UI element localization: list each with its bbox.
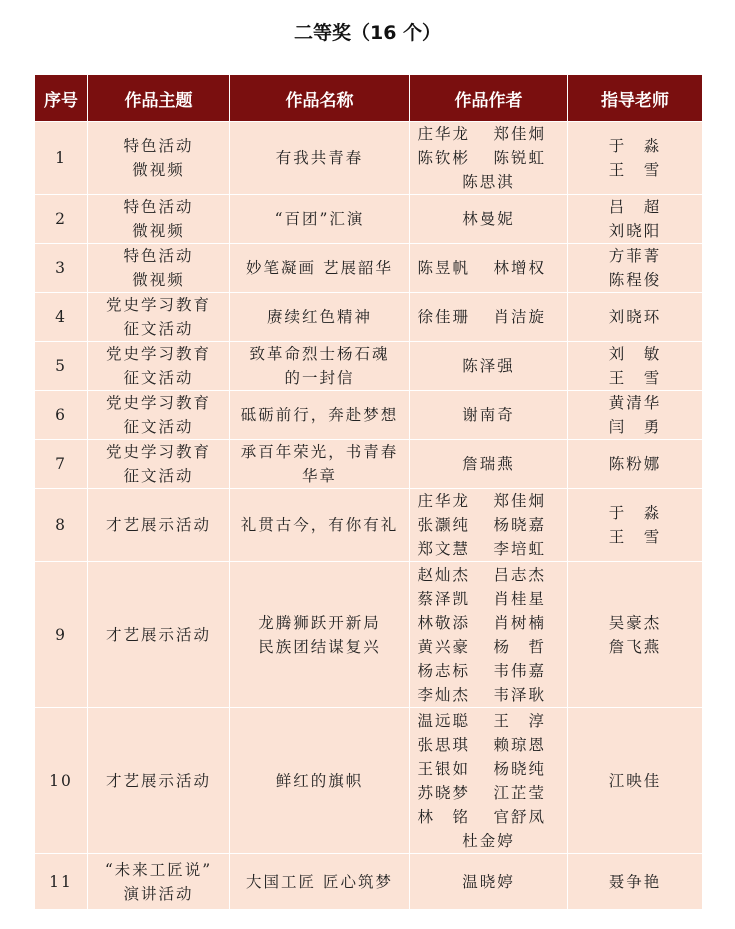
author-name: 赵灿杰 xyxy=(417,565,471,584)
author-name: 韦伟嘉 xyxy=(493,661,547,680)
teacher-line: 吕 超 xyxy=(608,198,662,216)
author-line: 谢南奇 xyxy=(462,406,515,424)
work-line: 鲜红的旗帜 xyxy=(275,771,364,790)
author-name: 江芷莹 xyxy=(493,783,547,802)
cell-authors xyxy=(410,391,568,440)
author-line xyxy=(412,805,565,829)
cell-teachers xyxy=(568,391,703,440)
author-name: 王银如 xyxy=(417,759,471,778)
teacher-line: 刘 敏 xyxy=(608,345,662,363)
author-line xyxy=(412,611,565,635)
award-table xyxy=(34,74,703,910)
author-line xyxy=(412,122,565,146)
theme-line: 党史学习教育 xyxy=(105,345,211,363)
table-row xyxy=(35,244,703,293)
author-name: 郑佳炯 xyxy=(493,125,547,143)
cell-authors xyxy=(410,562,568,708)
author-name: 温远聪 xyxy=(417,711,471,730)
author-name: 王 淳 xyxy=(493,711,547,730)
cell-authors xyxy=(410,440,568,489)
author-line xyxy=(412,659,565,683)
author-line: 林曼妮 xyxy=(462,210,515,228)
cell-no: 3 xyxy=(35,244,88,293)
cell-theme xyxy=(88,195,230,244)
author-line xyxy=(412,635,565,659)
work-line: 民族团结谋复兴 xyxy=(258,637,381,656)
author-name: 杨晓嘉 xyxy=(493,516,547,534)
author-name: 林增权 xyxy=(493,259,547,277)
header-authors: 作品作者 xyxy=(410,75,568,122)
theme-line: 微视频 xyxy=(132,271,185,289)
teacher-line: 聂争艳 xyxy=(608,872,662,891)
teacher-line: 方菲菁 xyxy=(608,247,662,265)
cell-teachers xyxy=(568,195,703,244)
teacher-line: 陈程俊 xyxy=(608,271,662,289)
header-work: 作品名称 xyxy=(230,75,410,122)
cell-theme xyxy=(88,854,230,910)
cell-no: 2 xyxy=(35,195,88,244)
author-name: 肖桂星 xyxy=(493,589,547,608)
theme-line: 微视频 xyxy=(132,222,185,240)
cell-work xyxy=(230,391,410,440)
work-line: 砥砺前行，奔赴梦想 xyxy=(240,406,399,424)
cell-theme xyxy=(88,391,230,440)
cell-no: 5 xyxy=(35,342,88,391)
teacher-line: 黄清华 xyxy=(608,394,662,412)
author-name: 杨志标 xyxy=(417,661,471,680)
cell-theme xyxy=(88,708,230,854)
teacher-line: 刘晓阳 xyxy=(608,222,662,240)
theme-line: 征文活动 xyxy=(123,369,194,387)
author-name: 张思琪 xyxy=(417,735,471,754)
author-name: 陈钦彬 xyxy=(417,149,471,167)
cell-no: 9 xyxy=(35,562,88,708)
cell-work xyxy=(230,244,410,293)
author-name: 杨晓纯 xyxy=(493,759,547,778)
cell-no: 6 xyxy=(35,391,88,440)
theme-line: 才艺展示活动 xyxy=(105,625,211,644)
cell-teachers xyxy=(568,489,703,562)
cell-authors xyxy=(410,854,568,910)
work-line: 有我共青春 xyxy=(275,149,364,167)
header-no: 序号 xyxy=(35,75,88,122)
cell-authors xyxy=(410,293,568,342)
cell-no: 1 xyxy=(35,122,88,195)
cell-theme xyxy=(88,122,230,195)
author-line xyxy=(412,513,565,537)
cell-no: 7 xyxy=(35,440,88,489)
teacher-line: 王 雪 xyxy=(608,161,662,179)
cell-theme xyxy=(88,244,230,293)
author-line xyxy=(412,733,565,757)
cell-work xyxy=(230,708,410,854)
table-row xyxy=(35,854,703,910)
author-line: 陈泽强 xyxy=(462,357,515,375)
teacher-line: 刘晓环 xyxy=(608,308,662,326)
theme-line: 党史学习教育 xyxy=(105,394,211,412)
table-row xyxy=(35,489,703,562)
author-name: 徐佳珊 xyxy=(417,308,471,326)
cell-work xyxy=(230,293,410,342)
cell-teachers xyxy=(568,854,703,910)
teacher-line: 詹飞燕 xyxy=(608,637,662,656)
work-line: 赓续红色精神 xyxy=(266,308,372,326)
author-line xyxy=(412,683,565,707)
work-line: 承百年荣光，书青春 xyxy=(240,443,399,461)
table-row xyxy=(35,562,703,708)
theme-line: 征文活动 xyxy=(123,467,194,485)
cell-teachers xyxy=(568,293,703,342)
theme-line: 党史学习教育 xyxy=(105,443,211,461)
author-line xyxy=(412,757,565,781)
table-row xyxy=(35,293,703,342)
cell-no: 11 xyxy=(35,854,88,910)
author-name: 官舒凤 xyxy=(493,807,547,826)
author-line: 陈思淇 xyxy=(462,173,515,191)
table-row xyxy=(35,391,703,440)
author-name: 林敬添 xyxy=(417,613,471,632)
author-line: 温晓婷 xyxy=(462,872,515,891)
cell-no: 8 xyxy=(35,489,88,562)
author-name: 郑文慧 xyxy=(417,540,471,558)
theme-line: 特色活动 xyxy=(123,247,194,265)
teacher-line: 于 淼 xyxy=(608,504,662,522)
author-name: 庄华龙 xyxy=(417,125,471,143)
cell-work xyxy=(230,440,410,489)
author-name: 苏晓梦 xyxy=(417,783,471,802)
author-line xyxy=(412,146,565,170)
author-name: 赖琼恩 xyxy=(493,735,547,754)
author-name: 肖洁旋 xyxy=(493,308,547,326)
author-name: 李培虹 xyxy=(493,540,547,558)
cell-theme xyxy=(88,440,230,489)
author-name: 陈锐虹 xyxy=(493,149,547,167)
cell-theme xyxy=(88,562,230,708)
cell-authors xyxy=(410,195,568,244)
work-line: 华章 xyxy=(301,467,337,485)
author-line xyxy=(412,305,565,329)
table-row xyxy=(35,708,703,854)
cell-work xyxy=(230,562,410,708)
table-row xyxy=(35,195,703,244)
author-name: 杨 哲 xyxy=(493,637,547,656)
cell-work xyxy=(230,489,410,562)
work-line: 大国工匠 匠心筑梦 xyxy=(246,872,393,891)
table-row xyxy=(35,440,703,489)
author-name: 李灿杰 xyxy=(417,685,471,704)
teacher-line: 王 雪 xyxy=(608,369,662,387)
header-theme: 作品主题 xyxy=(88,75,230,122)
table-row xyxy=(35,122,703,195)
table-row xyxy=(35,342,703,391)
cell-theme xyxy=(88,342,230,391)
cell-theme xyxy=(88,489,230,562)
header-row xyxy=(35,75,703,122)
theme-line: 党史学习教育 xyxy=(105,296,211,314)
cell-authors xyxy=(410,244,568,293)
author-line xyxy=(412,537,565,561)
author-name: 庄华龙 xyxy=(417,492,471,510)
author-name: 韦泽耿 xyxy=(493,685,547,704)
author-name: 陈昱帆 xyxy=(417,259,471,277)
author-line xyxy=(412,781,565,805)
cell-teachers xyxy=(568,562,703,708)
theme-line: 征文活动 xyxy=(123,418,194,436)
cell-authors xyxy=(410,708,568,854)
theme-line: 特色活动 xyxy=(123,198,194,216)
teacher-line: 江映佳 xyxy=(608,771,662,790)
cell-no: 4 xyxy=(35,293,88,342)
cell-theme xyxy=(88,293,230,342)
cell-work xyxy=(230,342,410,391)
cell-teachers xyxy=(568,342,703,391)
page-title: 二等奖（16 个） xyxy=(293,22,442,44)
author-name: 蔡泽凯 xyxy=(417,589,471,608)
cell-authors xyxy=(410,342,568,391)
author-line: 詹瑞燕 xyxy=(462,455,515,473)
cell-authors xyxy=(410,122,568,195)
author-name: 林 铭 xyxy=(417,807,471,826)
author-line: 杜金婷 xyxy=(462,831,515,850)
cell-work xyxy=(230,854,410,910)
theme-line: 特色活动 xyxy=(123,137,194,155)
theme-line: 才艺展示活动 xyxy=(105,771,211,790)
cell-no: 10 xyxy=(35,708,88,854)
cell-teachers xyxy=(568,122,703,195)
author-name: 吕志杰 xyxy=(493,565,547,584)
cell-teachers xyxy=(568,244,703,293)
theme-line: 演讲活动 xyxy=(123,884,194,903)
work-line: 妙笔凝画 艺展韶华 xyxy=(246,259,393,277)
cell-work xyxy=(230,122,410,195)
work-line: 礼贯古今，有你有礼 xyxy=(240,516,399,534)
author-name: 黄兴豪 xyxy=(417,637,471,656)
teacher-line: 王 雪 xyxy=(608,528,662,546)
author-line xyxy=(412,563,565,587)
author-line xyxy=(412,256,565,280)
work-line: “百团”汇演 xyxy=(274,210,365,228)
cell-authors xyxy=(410,489,568,562)
header-teachers: 指导老师 xyxy=(568,75,703,122)
teacher-line: 于 淼 xyxy=(608,137,662,155)
work-line: 致革命烈士杨石魂 xyxy=(249,345,390,363)
work-line: 的一封信 xyxy=(284,369,355,387)
teacher-line: 吴豪杰 xyxy=(608,613,662,632)
table-body xyxy=(35,122,703,910)
author-name: 张灏纯 xyxy=(417,516,471,534)
author-name: 郑佳炯 xyxy=(493,492,547,510)
author-name: 肖树楠 xyxy=(493,613,547,632)
author-line xyxy=(412,489,565,513)
teacher-line: 陈粉娜 xyxy=(608,455,662,473)
cell-teachers xyxy=(568,440,703,489)
author-line xyxy=(412,587,565,611)
theme-line: 才艺展示活动 xyxy=(105,516,211,534)
work-line: 龙腾狮跃开新局 xyxy=(258,613,381,632)
teacher-line: 闫 勇 xyxy=(608,418,662,436)
cell-teachers xyxy=(568,708,703,854)
author-line xyxy=(412,709,565,733)
theme-line: 征文活动 xyxy=(123,320,194,338)
cell-work xyxy=(230,195,410,244)
theme-line: “未来工匠说” xyxy=(104,860,213,879)
theme-line: 微视频 xyxy=(132,161,185,179)
